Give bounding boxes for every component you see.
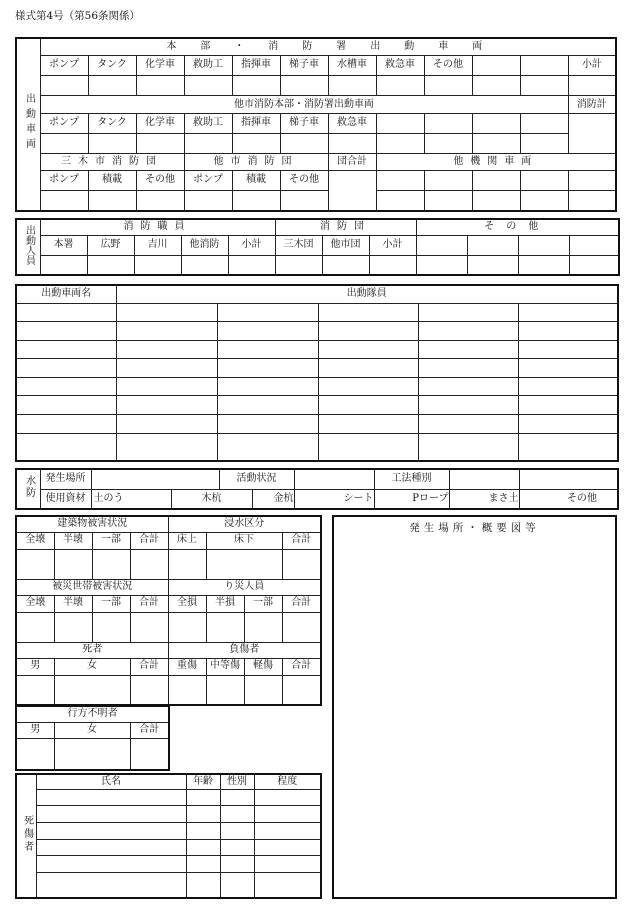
- flood-control-table: [15, 468, 619, 510]
- input-cell[interactable]: [136, 190, 184, 211]
- input-cell[interactable]: [116, 414, 217, 433]
- input-cell[interactable]: [220, 806, 254, 823]
- input-cell[interactable]: [217, 377, 318, 396]
- col-rescue: 救助工: [184, 114, 232, 134]
- input-cell[interactable]: [328, 75, 376, 96]
- location-label: 発生場所: [40, 469, 91, 489]
- input-cell[interactable]: [36, 789, 186, 806]
- vehicles-side-label: 出動車両: [16, 38, 40, 211]
- input-cell[interactable]: [518, 396, 618, 415]
- input-cell[interactable]: [569, 255, 619, 275]
- col-blank: [467, 235, 518, 255]
- col-below-floor: 床下: [206, 532, 282, 549]
- input-cell[interactable]: [275, 255, 322, 275]
- input-cell[interactable]: [568, 114, 616, 154]
- vehicle-name-header: 出動車両名: [16, 285, 116, 303]
- input-cell[interactable]: [186, 806, 220, 823]
- col-half-loss: 半損: [206, 595, 244, 612]
- col-partial: 一部: [244, 595, 282, 612]
- col-sex: 性別: [220, 774, 254, 789]
- col-ambulance: 救急車: [328, 114, 376, 134]
- material-metal-stake: 金杭: [252, 489, 294, 509]
- col-miki-dan: 三木団: [275, 235, 322, 255]
- input-cell[interactable]: [134, 255, 181, 275]
- input-cell[interactable]: [16, 414, 116, 433]
- input-cell[interactable]: [518, 255, 569, 275]
- household-damage-header: 被災世帯被害状況: [16, 579, 168, 595]
- input-cell[interactable]: [318, 322, 418, 341]
- input-cell[interactable]: [16, 340, 116, 359]
- input-cell[interactable]: [568, 75, 616, 96]
- flood-side-label: 水防: [16, 469, 40, 509]
- input-cell[interactable]: [40, 255, 87, 275]
- col-blank: [472, 56, 520, 76]
- input-cell[interactable]: [186, 789, 220, 806]
- input-cell[interactable]: [418, 322, 518, 341]
- input-cell[interactable]: [318, 414, 418, 433]
- col-serious: 重傷: [168, 658, 206, 675]
- input-cell[interactable]: [568, 190, 616, 211]
- input-cell[interactable]: [244, 612, 282, 642]
- col-blank: [520, 56, 568, 76]
- input-cell[interactable]: [328, 171, 376, 211]
- vehicles-table: [15, 37, 617, 212]
- input-cell[interactable]: [518, 359, 618, 378]
- col-total-destroyed: 全壊: [16, 532, 54, 549]
- input-cell[interactable]: [424, 75, 472, 96]
- input-cell[interactable]: [318, 396, 418, 415]
- input-cell[interactable]: [318, 433, 418, 461]
- col-subtotal: 小計: [369, 235, 416, 255]
- input-cell[interactable]: [416, 255, 467, 275]
- input-cell[interactable]: [418, 414, 518, 433]
- input-cell[interactable]: [232, 133, 280, 154]
- col-chemical: 化学車: [136, 114, 184, 134]
- col-ambulance: 救急車: [376, 56, 424, 76]
- col-blank: [518, 235, 569, 255]
- input-cell[interactable]: [130, 612, 168, 642]
- input-cell[interactable]: [520, 171, 568, 191]
- col-pump: ポンプ: [40, 171, 88, 191]
- input-cell[interactable]: [116, 322, 217, 341]
- input-cell[interactable]: [254, 789, 321, 806]
- input-cell[interactable]: [217, 340, 318, 359]
- col-subtotal: 小計: [568, 56, 616, 76]
- input-cell[interactable]: [318, 359, 418, 378]
- input-cell[interactable]: [54, 675, 130, 705]
- col-ladder: 梯子車: [280, 56, 328, 76]
- input-cell[interactable]: [16, 549, 54, 579]
- col-blank: [416, 235, 467, 255]
- material-sheet: シート: [294, 489, 374, 509]
- input-cell[interactable]: [254, 856, 321, 873]
- input-cell[interactable]: [16, 322, 116, 341]
- col-total: 合計: [282, 595, 321, 612]
- input-cell[interactable]: [136, 75, 184, 96]
- input-cell[interactable]: [130, 738, 169, 770]
- col-female: 女: [54, 722, 130, 738]
- input-cell[interactable]: [418, 340, 518, 359]
- activity-input[interactable]: [294, 469, 374, 489]
- input-cell[interactable]: [168, 675, 206, 705]
- input-cell[interactable]: [220, 856, 254, 873]
- personnel-side-label: 出動人員: [16, 219, 40, 275]
- col-yokawa: 吉川: [134, 235, 181, 255]
- input-cell[interactable]: [168, 549, 206, 579]
- input-cell[interactable]: [16, 612, 54, 642]
- input-cell[interactable]: [36, 839, 186, 856]
- input-cell[interactable]: [217, 414, 318, 433]
- input-cell[interactable]: [36, 873, 186, 898]
- col-chemical: 化学車: [136, 56, 184, 76]
- col-blank: [424, 114, 472, 134]
- input-cell[interactable]: [217, 322, 318, 341]
- input-cell[interactable]: [184, 133, 232, 154]
- input-cell[interactable]: [116, 340, 217, 359]
- input-cell[interactable]: [186, 839, 220, 856]
- input-cell[interactable]: [16, 359, 116, 378]
- input-cell[interactable]: [16, 303, 116, 322]
- method-input-2[interactable]: [519, 469, 618, 489]
- input-cell[interactable]: [328, 133, 376, 154]
- col-severity: 程度: [254, 774, 321, 789]
- col-water-tank: 水槽車: [328, 56, 376, 76]
- personnel-table: [15, 218, 620, 276]
- col-ladder: 梯子車: [280, 114, 328, 134]
- input-cell[interactable]: [92, 549, 130, 579]
- input-cell[interactable]: [186, 856, 220, 873]
- input-cell[interactable]: [54, 738, 130, 770]
- input-cell[interactable]: [40, 75, 88, 96]
- input-cell[interactable]: [472, 75, 520, 96]
- flood-class-header: 浸水区分: [168, 516, 321, 532]
- input-cell[interactable]: [520, 133, 568, 154]
- building-damage-header: 建築物被害状況: [16, 516, 168, 532]
- input-cell[interactable]: [472, 171, 520, 191]
- input-cell[interactable]: [282, 675, 321, 705]
- input-cell[interactable]: [16, 377, 116, 396]
- casualties-table: [15, 773, 322, 899]
- col-honsho: 本署: [40, 235, 87, 255]
- other-city-total: 消防計: [568, 96, 616, 114]
- input-cell[interactable]: [220, 789, 254, 806]
- col-hirono: 広野: [87, 235, 134, 255]
- col-pump: ポンプ: [40, 114, 88, 134]
- input-cell[interactable]: [467, 255, 518, 275]
- col-other-fire: 他消防: [181, 235, 228, 255]
- input-cell[interactable]: [130, 675, 168, 705]
- input-cell[interactable]: [116, 359, 217, 378]
- input-cell[interactable]: [254, 839, 321, 856]
- input-cell[interactable]: [520, 75, 568, 96]
- other-org-header: 他機関車両: [376, 154, 616, 171]
- input-cell[interactable]: [418, 359, 518, 378]
- col-tank: タンク: [88, 56, 136, 76]
- activity-label: 活動状況: [219, 469, 294, 489]
- overview-title: 発生場所・概要図等: [409, 522, 540, 534]
- damage-table: [15, 515, 322, 706]
- input-cell[interactable]: [369, 255, 416, 275]
- input-cell[interactable]: [318, 377, 418, 396]
- dan-header: 消防団: [275, 219, 416, 235]
- input-cell[interactable]: [472, 133, 520, 154]
- input-cell[interactable]: [136, 133, 184, 154]
- input-cell[interactable]: [232, 190, 280, 211]
- input-cell[interactable]: [40, 190, 88, 211]
- col-total: 合計: [282, 532, 321, 549]
- input-cell[interactable]: [418, 396, 518, 415]
- material-p-rope: Pロープ: [374, 489, 449, 509]
- input-cell[interactable]: [184, 75, 232, 96]
- col-partial: 一部: [92, 595, 130, 612]
- other-header: その他: [416, 219, 619, 235]
- input-cell[interactable]: [318, 340, 418, 359]
- honbu-header: 本 部 ・ 消 防 署 出 動 車 両: [40, 38, 616, 56]
- input-cell[interactable]: [16, 675, 54, 705]
- col-name: 氏名: [36, 774, 186, 789]
- col-command: 指揮車: [232, 56, 280, 76]
- input-cell[interactable]: [88, 133, 136, 154]
- input-cell[interactable]: [206, 549, 282, 579]
- input-cell[interactable]: [424, 190, 472, 211]
- col-other-city-dan: 他市団: [322, 235, 369, 255]
- input-cell[interactable]: [181, 255, 228, 275]
- input-cell[interactable]: [254, 873, 321, 898]
- material-wooden-stake: 木杭: [171, 489, 252, 509]
- method-label: 工法種別: [374, 469, 449, 489]
- col-other: その他: [136, 171, 184, 191]
- input-cell[interactable]: [232, 75, 280, 96]
- input-cell[interactable]: [186, 873, 220, 898]
- input-cell[interactable]: [280, 75, 328, 96]
- miki-dan-header: 三木市消防団: [40, 154, 184, 171]
- input-cell[interactable]: [318, 303, 418, 322]
- input-cell[interactable]: [54, 612, 92, 642]
- input-cell[interactable]: [36, 822, 186, 839]
- input-cell[interactable]: [254, 822, 321, 839]
- col-male: 男: [16, 722, 54, 738]
- method-input[interactable]: [449, 469, 519, 489]
- input-cell[interactable]: [206, 675, 244, 705]
- input-cell[interactable]: [36, 856, 186, 873]
- other-city-header: 他市消防本部・消防署出動車両: [40, 96, 568, 114]
- input-cell[interactable]: [228, 255, 275, 275]
- input-cell[interactable]: [16, 433, 116, 461]
- input-cell[interactable]: [217, 359, 318, 378]
- col-half-destroyed: 半壊: [54, 532, 92, 549]
- input-cell[interactable]: [376, 171, 424, 191]
- injured-header: 負傷者: [168, 642, 321, 658]
- col-total: 合計: [130, 722, 169, 738]
- input-cell[interactable]: [520, 190, 568, 211]
- units-table: [15, 284, 619, 462]
- input-cell[interactable]: [217, 303, 318, 322]
- col-partial: 一部: [92, 532, 130, 549]
- input-cell[interactable]: [244, 675, 282, 705]
- input-cell[interactable]: [16, 396, 116, 415]
- col-blank: [472, 114, 520, 134]
- col-total-loss: 全損: [168, 595, 206, 612]
- input-cell[interactable]: [217, 433, 318, 461]
- material-sandbag: 土のう: [91, 489, 171, 509]
- material-other: その他: [519, 489, 618, 509]
- input-cell[interactable]: [280, 190, 328, 211]
- input-cell[interactable]: [217, 396, 318, 415]
- input-cell[interactable]: [36, 806, 186, 823]
- col-total-destroyed: 全壊: [16, 595, 54, 612]
- col-minor: 軽傷: [244, 658, 282, 675]
- input-cell[interactable]: [88, 75, 136, 96]
- input-cell[interactable]: [472, 190, 520, 211]
- input-cell[interactable]: [518, 322, 618, 341]
- location-input[interactable]: [91, 469, 219, 489]
- input-cell[interactable]: [186, 822, 220, 839]
- dead-header: 死者: [16, 642, 168, 658]
- input-cell[interactable]: [282, 549, 321, 579]
- form-number-label: 様式第4号（第56条関係）: [15, 10, 141, 22]
- input-cell[interactable]: [518, 377, 618, 396]
- input-cell[interactable]: [280, 133, 328, 154]
- casualties-side-label: 死傷者: [16, 774, 36, 898]
- col-total: 合計: [130, 595, 168, 612]
- input-cell[interactable]: [220, 822, 254, 839]
- col-female: 女: [54, 658, 130, 675]
- victims-header: り災人員: [168, 579, 321, 595]
- col-moderate: 中等傷: [206, 658, 244, 675]
- input-cell[interactable]: [116, 377, 217, 396]
- col-age: 年齢: [186, 774, 220, 789]
- input-cell[interactable]: [206, 612, 244, 642]
- input-cell[interactable]: [518, 303, 618, 322]
- input-cell[interactable]: [424, 171, 472, 191]
- col-blank: [569, 235, 619, 255]
- input-cell[interactable]: [418, 303, 518, 322]
- other-dan-header: 他市消防団: [184, 154, 328, 171]
- input-cell[interactable]: [116, 303, 217, 322]
- input-cell[interactable]: [116, 396, 217, 415]
- input-cell[interactable]: [92, 612, 130, 642]
- col-rescue: 救助工: [184, 56, 232, 76]
- material-masa-soil: まさ土: [449, 489, 519, 509]
- input-cell[interactable]: [168, 612, 206, 642]
- staff-header: 消防職員: [40, 219, 275, 235]
- col-total: 合計: [130, 658, 168, 675]
- input-cell[interactable]: [282, 612, 321, 642]
- input-cell[interactable]: [418, 433, 518, 461]
- col-half-destroyed: 半壊: [54, 595, 92, 612]
- input-cell[interactable]: [130, 549, 168, 579]
- input-cell[interactable]: [40, 133, 88, 154]
- input-cell[interactable]: [518, 433, 618, 461]
- col-male: 男: [16, 658, 54, 675]
- col-pump: ポンプ: [184, 171, 232, 191]
- dan-total-label: 団合計: [328, 154, 376, 171]
- input-cell[interactable]: [376, 190, 424, 211]
- input-cell[interactable]: [184, 190, 232, 211]
- input-cell[interactable]: [88, 190, 136, 211]
- input-cell[interactable]: [220, 839, 254, 856]
- input-cell[interactable]: [116, 433, 217, 461]
- input-cell[interactable]: [418, 377, 518, 396]
- col-tank: タンク: [88, 114, 136, 134]
- input-cell[interactable]: [322, 255, 369, 275]
- col-total: 合計: [282, 658, 321, 675]
- col-other: その他: [424, 56, 472, 76]
- input-cell[interactable]: [87, 255, 134, 275]
- input-cell[interactable]: [568, 171, 616, 191]
- col-subtotal: 小計: [228, 235, 275, 255]
- col-loaded: 積載: [88, 171, 136, 191]
- col-above-floor: 床上: [168, 532, 206, 549]
- col-blank: [376, 114, 424, 134]
- input-cell[interactable]: [376, 133, 424, 154]
- col-total: 合計: [130, 532, 168, 549]
- input-cell[interactable]: [518, 340, 618, 359]
- col-blank: [520, 114, 568, 134]
- col-loaded: 積載: [232, 171, 280, 191]
- col-other: その他: [280, 171, 328, 191]
- col-command: 指揮車: [232, 114, 280, 134]
- input-cell[interactable]: [220, 873, 254, 898]
- missing-table: [15, 705, 170, 771]
- materials-label: 使用資材: [40, 489, 91, 509]
- input-cell[interactable]: [16, 738, 54, 770]
- members-header: 出動隊員: [116, 285, 618, 303]
- col-pump: ポンプ: [40, 56, 88, 76]
- overview-sketch-area[interactable]: [332, 515, 617, 899]
- input-cell[interactable]: [518, 414, 618, 433]
- input-cell[interactable]: [254, 806, 321, 823]
- missing-header: 行方不明者: [16, 706, 169, 722]
- input-cell[interactable]: [54, 549, 92, 579]
- input-cell[interactable]: [376, 75, 424, 96]
- input-cell[interactable]: [424, 133, 472, 154]
